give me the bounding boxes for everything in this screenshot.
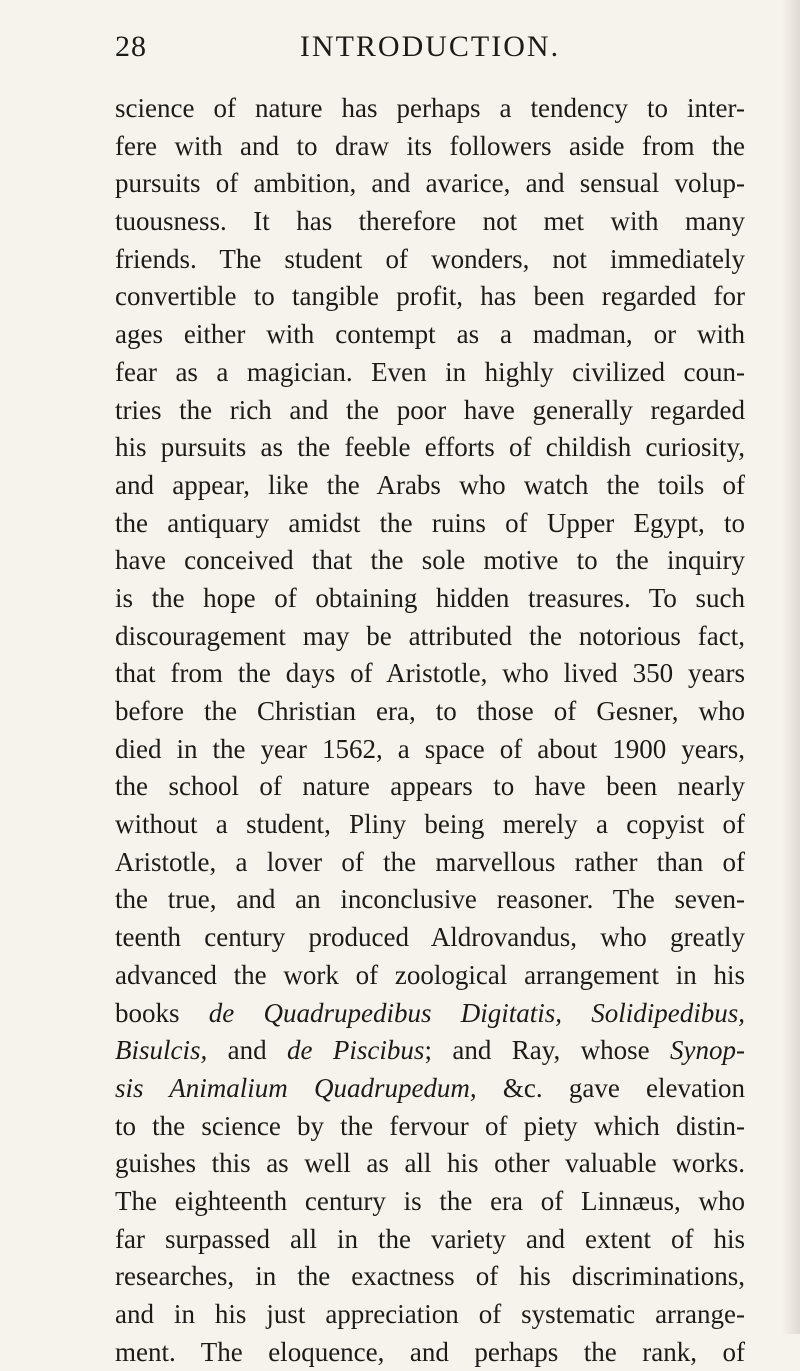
text-line (115, 655, 745, 693)
text-line (115, 1221, 745, 1259)
text-line (115, 1108, 745, 1146)
text-segment: ; and Ray, whose (424, 1035, 671, 1066)
text-line (115, 768, 745, 806)
text-segment: without a student, Pliny being merely a copyist of (115, 809, 745, 840)
text-segment: ment. The eloquence, and perhaps the rank, of (115, 1336, 745, 1367)
text-line (115, 278, 745, 316)
text-segment: fere with and to draw its followers aside from the (115, 130, 745, 161)
text-line (115, 806, 745, 844)
text-line (115, 881, 745, 919)
text-segment: died in the year 1562, a space of about 1900 years, (115, 733, 745, 764)
body-text (115, 90, 745, 1371)
text-segment: ages either with contempt as a madman, or with (115, 319, 745, 350)
text-line (115, 203, 745, 241)
text-segment: teenth century produced Aldrovandus, who greatly (115, 922, 745, 953)
text-segment: fear as a magician. Even in highly civilized coun- (115, 356, 745, 387)
text-segment: The eighteenth century is the era of Linnæus, who (115, 1185, 745, 1216)
text-line (115, 429, 745, 467)
text-line (115, 844, 745, 882)
text-segment: the antiquary amidst the ruins of Upper Egypt, to (115, 507, 745, 538)
text-segment: that from the days of Aristotle, who lived 350 years (115, 658, 745, 689)
italic-text-segment: de Quadrupedibus Digitatis, Solidipedibus, (208, 997, 745, 1028)
text-line (115, 618, 745, 656)
running-head: INTRODUCTION. (299, 30, 561, 63)
text-line (115, 90, 745, 128)
text-segment: the school of nature appears to have been nearly (115, 771, 745, 802)
text-line (115, 693, 745, 731)
text-segment: and appear, like the Arabs who watch the toils of (115, 469, 745, 500)
text-segment: researches, in the exactness of his discriminations, (115, 1261, 745, 1292)
italic-text-segment: de Piscibus (287, 1035, 425, 1066)
text-line (115, 354, 745, 392)
text-line (115, 467, 745, 505)
text-line (115, 1334, 745, 1371)
text-line (115, 1296, 745, 1334)
text-line (115, 542, 745, 580)
text-line (115, 165, 745, 203)
text-line (115, 1070, 745, 1108)
text-line (115, 919, 745, 957)
text-segment: convertible to tangible profit, has been regarded for (115, 281, 745, 312)
text-line (115, 392, 745, 430)
text-line (115, 128, 745, 166)
text-segment: discouragement may be attributed the notorious fact, (115, 620, 745, 651)
text-line (115, 580, 745, 618)
text-line (115, 1032, 745, 1070)
page-number: 28 (115, 30, 147, 63)
text-segment: &c. gave elevation (476, 1072, 745, 1103)
italic-text-segment: Bisulcis, (115, 1035, 208, 1066)
text-segment: is the hope of obtaining hidden treasures. To such (115, 582, 745, 613)
text-line (115, 1145, 745, 1183)
text-segment: to the science by the fervour of piety which distin- (115, 1110, 745, 1141)
page-header (115, 30, 745, 70)
text-line (115, 505, 745, 543)
text-segment: and in his just appreciation of systematic arrange- (115, 1299, 745, 1329)
text-segment: books (115, 997, 209, 1028)
italic-text-segment: sis Animalium Quadrupedum, (115, 1072, 477, 1103)
text-segment: tries the rich and the poor have generally regarded (115, 394, 745, 425)
text-line (115, 1258, 745, 1296)
text-segment: and (207, 1035, 288, 1066)
text-line (115, 1183, 745, 1221)
text-segment: science of nature has perhaps a tendency to inter- (115, 93, 745, 123)
text-line (115, 731, 745, 769)
page-edge-shadow (782, 0, 800, 1334)
text-segment: have conceived that the sole motive to the inquiry (115, 545, 745, 576)
text-line (115, 316, 745, 354)
text-segment: Aristotle, a lover of the marvellous rather than of (115, 846, 745, 877)
text-segment: advanced the work of zoological arrangement in his (115, 959, 745, 990)
text-segment: the true, and an inconclusive reasoner. The seven- (115, 884, 745, 915)
text-line (115, 995, 745, 1033)
text-segment: before the Christian era, to those of Gesner, who (115, 696, 745, 726)
text-line (115, 241, 745, 279)
text-segment: his pursuits as the feeble efforts of childish curiosity, (115, 432, 745, 463)
text-segment: friends. The student of wonders, not immediately (115, 243, 745, 274)
text-line (115, 957, 745, 995)
text-segment: far surpassed all in the variety and extent of his (115, 1223, 745, 1254)
text-segment: pursuits of ambition, and avarice, and sensual volup- (115, 168, 745, 199)
italic-text-segment: Synop- (670, 1035, 746, 1066)
text-segment: guishes this as well as all his other valuable works. (115, 1148, 745, 1179)
text-segment: tuousness. It has therefore not met with many (115, 206, 745, 237)
